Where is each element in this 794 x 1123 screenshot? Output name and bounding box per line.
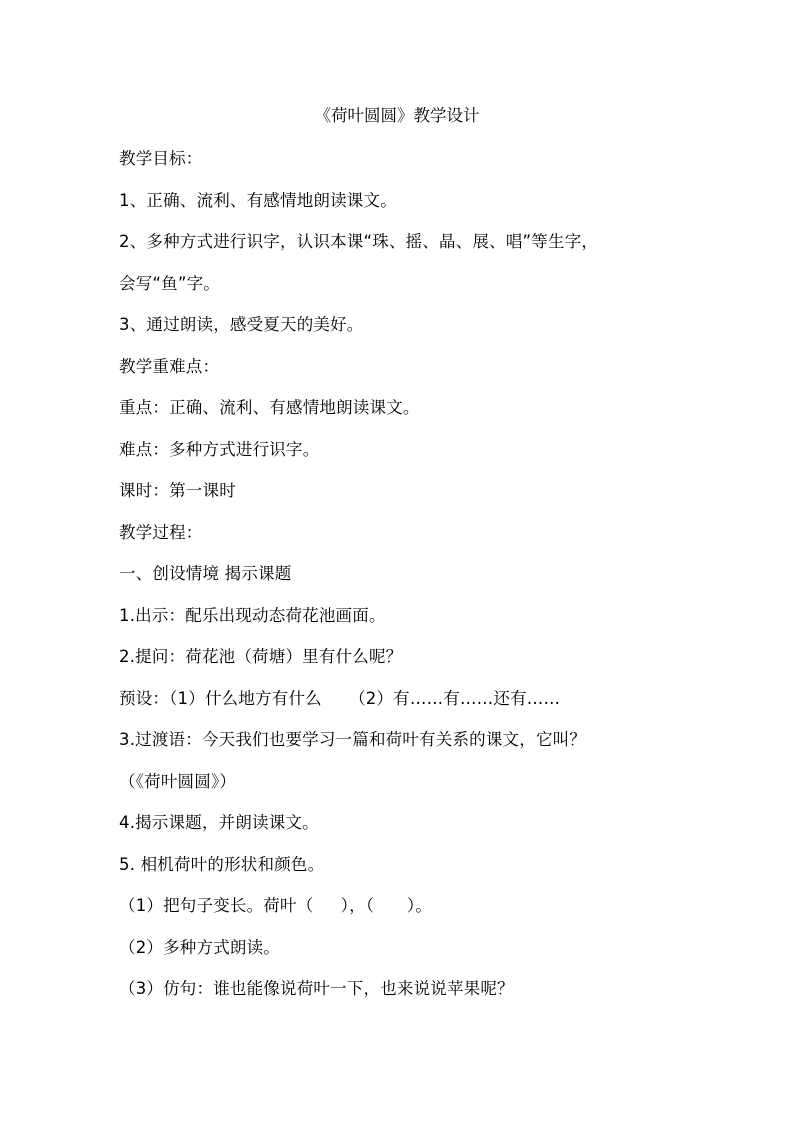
document-title: 《荷叶圆圆》教学设计 [314, 106, 480, 125]
difficulty-line: 难点：多种方式进行识字。 [119, 439, 320, 459]
objective-item: 1、正确、流利、有感情地朗读课文。 [119, 190, 397, 210]
section-heading-process: 教学过程： [119, 522, 203, 542]
objective-item-continued: 会写“鱼”字。 [119, 273, 220, 293]
process-item: 1.出示：配乐出现动态荷花池画面。 [119, 605, 386, 625]
process-item: 5. 相机荷叶的形状和颜色。 [119, 854, 325, 874]
process-step-heading: 一、创设情境 揭示课题 [119, 564, 292, 583]
process-item: 2.提问：荷花池（荷塘）里有什么呢？ [119, 647, 403, 666]
process-item-continued: （《荷叶圆圆》） [119, 771, 237, 791]
section-heading-key-points: 教学重难点： [119, 356, 220, 376]
objective-item: 3、通过朗读，感受夏天的美好。 [119, 315, 364, 334]
objective-item: 2、多种方式进行识字，认识本课“珠、摇、晶、展、唱”等生字， [119, 232, 599, 251]
section-heading-objectives: 教学目标： [119, 149, 203, 168]
process-subitem: （2）多种方式朗读。 [119, 937, 280, 957]
process-subitem: （3）仿句：谁也能像说荷叶一下，也来说说苹果呢？ [119, 979, 514, 998]
document-body [119, 145, 679, 1017]
process-item: 3.过渡语：今天我们也要学习一篇和荷叶有关系的课文，它叫？ [119, 730, 587, 749]
lesson-period-line: 课时：第一课时 [119, 481, 236, 500]
process-item-preset: 预设：（1）什么地方有什么 （2）有……有……还有…… [119, 688, 561, 708]
key-point-line: 重点：正确、流利、有感情地朗读课文。 [119, 398, 420, 417]
process-item: 4.揭示课题，并朗读课文。 [119, 813, 319, 832]
process-subitem: （1）把句子变长。荷叶（ ），（ ）。 [119, 896, 433, 915]
